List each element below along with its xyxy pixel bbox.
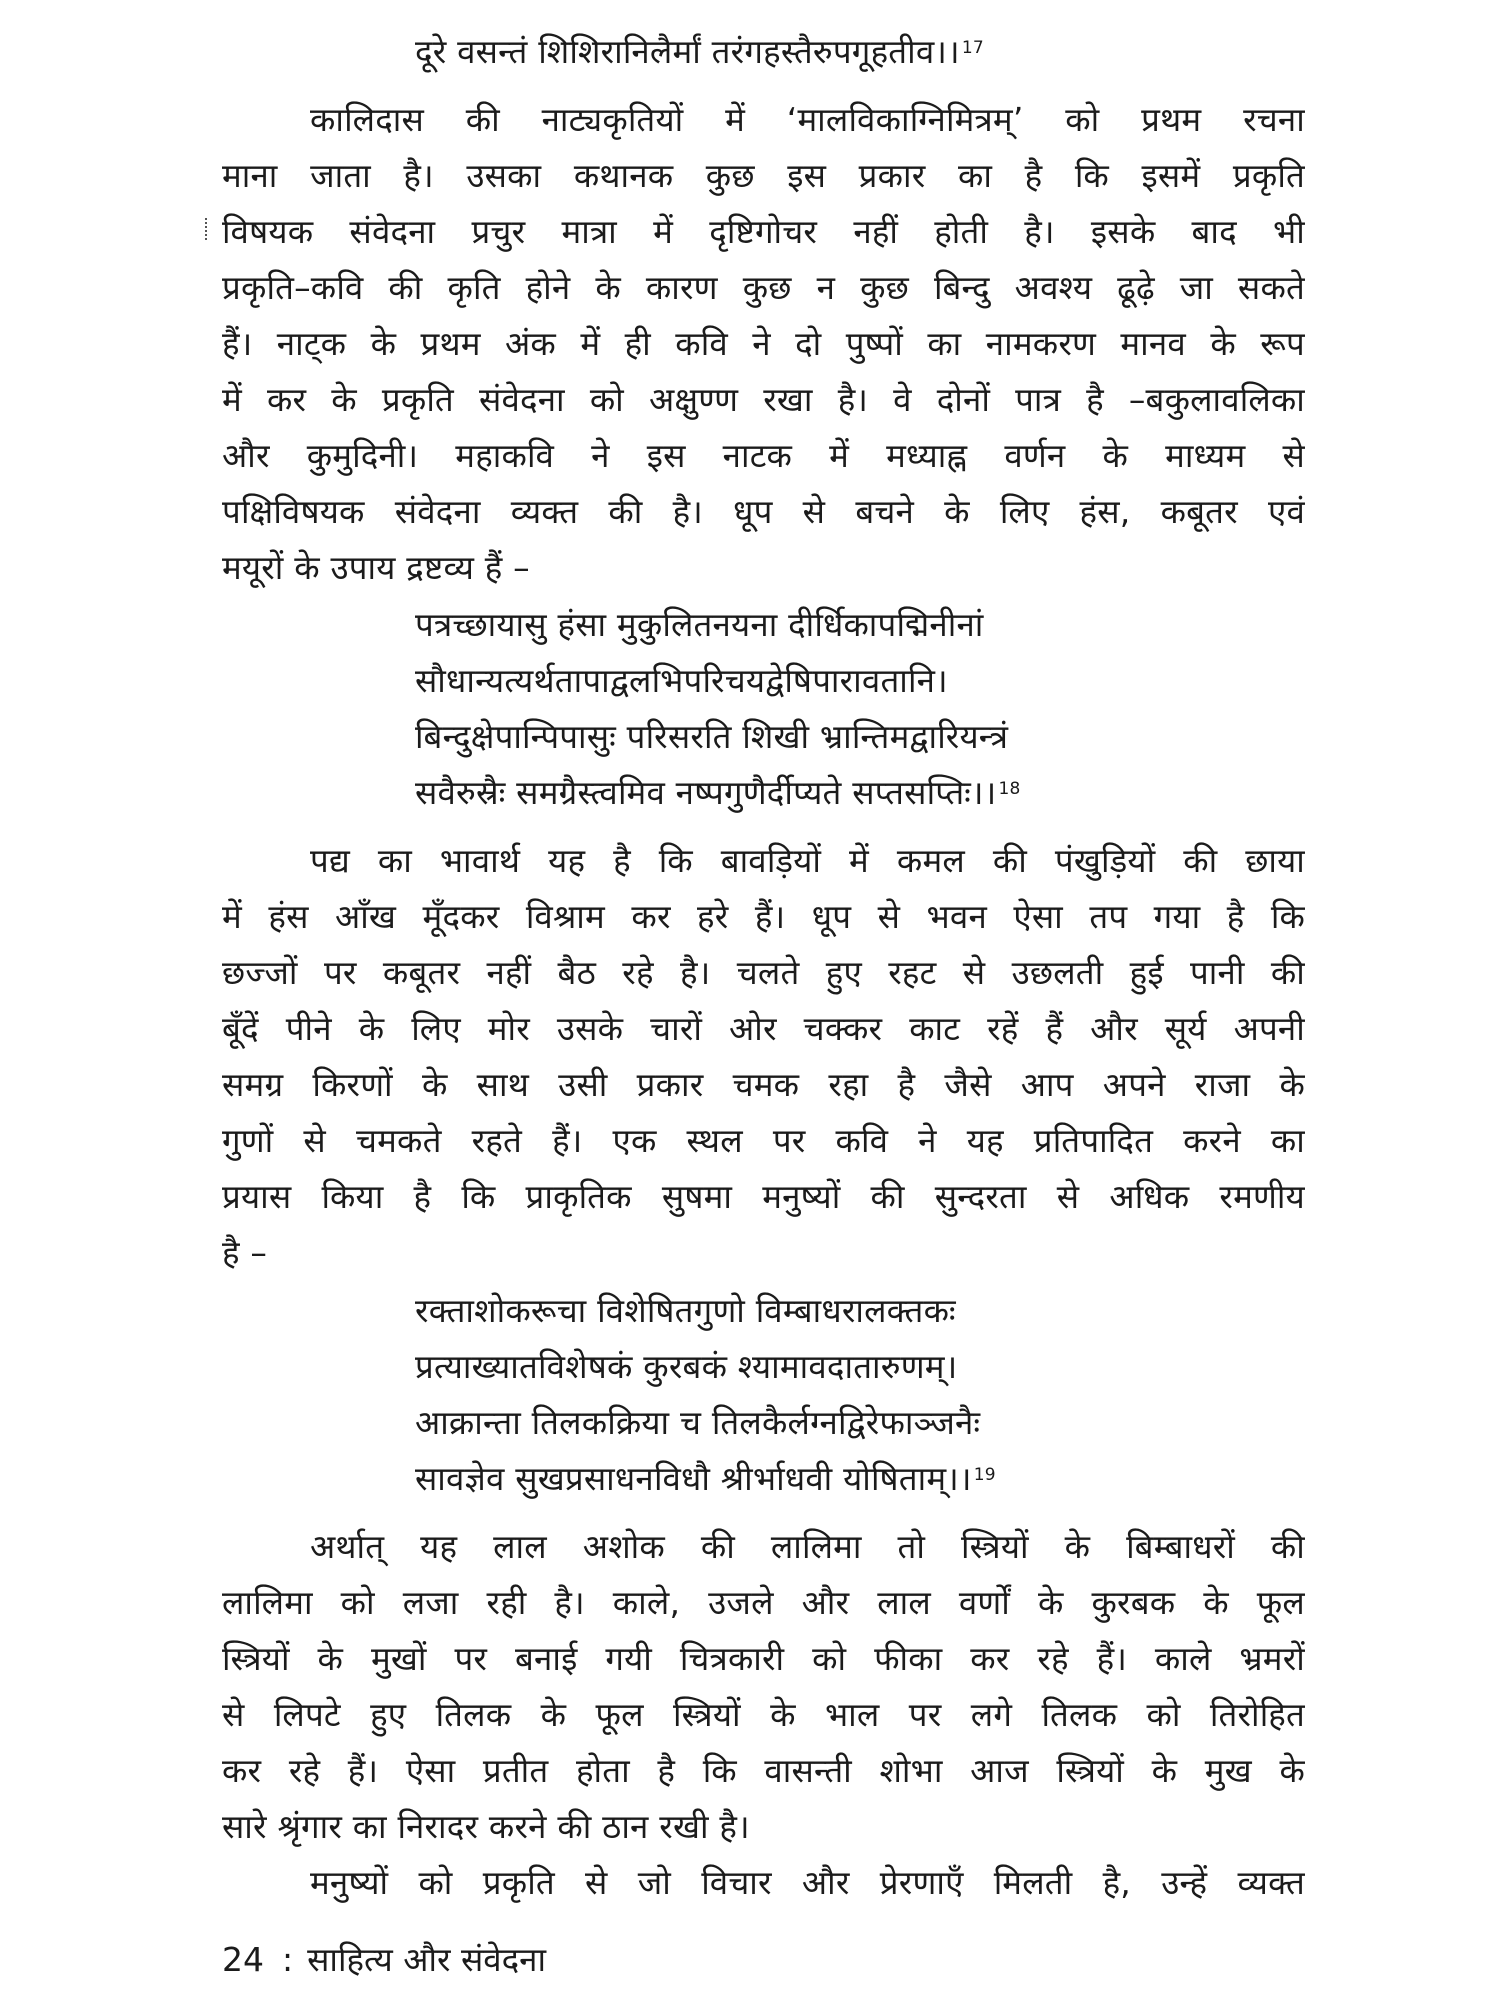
verse-line: पत्रच्छायासु हंसा मुकुलितनयना दीर्धिकापद्मिनीनां [415, 605, 984, 644]
paragraph-line: सारे श्रृंगार का निरादर करने की ठान रखी है। [222, 1807, 750, 1846]
footnote-marker: 17 [961, 38, 984, 58]
verse-line: रक्ताशोकरूचा विशेषितगुणो विम्बाधरालक्तकः [415, 1291, 956, 1330]
paragraph-line: माना जाता है। उसका कथानक कुछ इस प्रकार का है कि इसमें प्रकृति [222, 156, 1305, 195]
verse-top [415, 30, 984, 74]
verse-line-last [415, 1457, 996, 1501]
verse-line: सावज्ञेव सुखप्रसाधनविधौ श्रीर्भाधवी योषिताम्।। [415, 1459, 972, 1498]
paragraph-line: बूँदें पीने के लिए मोर उसके चारों ओर चक्कर काट रहें हैं और सूर्य अपनी [222, 1009, 1305, 1048]
footnote-marker: 19 [973, 1465, 996, 1485]
footnote-marker: 18 [998, 779, 1021, 799]
paragraph-line: पक्षिविषयक संवेदना व्यक्त की है। धूप से बचने के लिए हंस, कबूतर एवं [222, 492, 1305, 531]
verse-top-text: दूरे वसन्तं शिशिरानिलैर्मां तरंगहस्तैरुपगूहतीव।। [415, 32, 960, 71]
paragraph-line: प्रयास किया है कि प्राकृतिक सुषमा मनुष्यों की सुन्दरता से अधिक रमणीय [222, 1177, 1305, 1216]
paragraph-line: पद्य का भावार्थ यह है कि बावड़ियों में कमल की पंखुड़ियों की छाया [310, 841, 1305, 880]
paragraph-line: है – [222, 1233, 268, 1272]
page-footer [222, 1938, 546, 1982]
paragraph-line: विषयक संवेदना प्रचुर मात्रा में दृष्टिगोचर नहीं होती है। इसके बाद भी [222, 212, 1305, 251]
paragraph-line: और कुमुदिनी। महाकवि ने इस नाटक में मध्याह्न वर्णन के माध्यम से [222, 436, 1305, 475]
paragraph-line: समग्र किरणों के साथ उसी प्रकार चमक रहा है जैसे आप अपने राजा के [222, 1065, 1305, 1104]
paragraph-line: कालिदास की नाट्यकृतियों में ‘मालविकाग्निमित्रम्’ को प्रथम रचना [310, 100, 1305, 139]
paragraph-line: मयूरों के उपाय द्रष्टव्य हैं – [222, 548, 530, 587]
verse-line: सवैरुस्रैः समग्रैस्त्वमिव नष्पगुणैर्दीप्यते सप्तसप्तिः।। [415, 773, 997, 812]
paragraph-line: से लिपटे हुए तिलक के फूल स्त्रियों के भाल पर लगे तिलक को तिरोहित [222, 1695, 1305, 1734]
verse-line: बिन्दुक्षेपान्पिपासुः परिसरति शिखी भ्रान्तिमद्वारियन्त्रं [415, 717, 1009, 756]
verse-line-last [415, 771, 1021, 815]
paragraph-line: में हंस आँख मूँदकर विश्राम कर हरे हैं। धूप से भवन ऐसा तप गया है कि [222, 897, 1305, 936]
paragraph-line: हैं। नाट्क के प्रथम अंक में ही कवि ने दो पुष्पों का नामकरण मानव के रूप [222, 324, 1305, 363]
paragraph-line: मनुष्यों को प्रकृति से जो विचार और प्रेरणाएँ मिलती है, उन्हें व्यक्त [310, 1863, 1305, 1902]
verse-line: सौधान्यत्यर्थतापाद्वलभिपरिचयद्वेषिपारावतानि। [415, 661, 948, 700]
paragraph-line: लालिमा को लजा रही है। काले, उजले और लाल वर्णों के कुरबक के फूल [222, 1583, 1305, 1622]
paragraph-line: अर्थात् यह लाल अशोक की लालिमा तो स्त्रियों के बिम्बाधरों की [310, 1527, 1305, 1566]
page-number: 24 [222, 1940, 264, 1979]
paragraph-line: स्त्रियों के मुखों पर बनाई गयी चित्रकारी को फीका कर रहे हैं। काले भ्रमरों [222, 1639, 1305, 1678]
scan-mark [205, 218, 210, 240]
verse-line: आक्रान्ता तिलकक्रिया च तिलकैर्लग्नद्विरेफाञ्जनैः [415, 1403, 981, 1442]
paragraph-line: में कर के प्रकृति संवेदना को अक्षुण्ण रखा है। वे दोनों पात्र है –बकुलावलिका [222, 380, 1305, 419]
paragraph-line: छज्जों पर कबूतर नहीं बैठ रहे है। चलते हुए रहट से उछलती हुई पानी की [222, 953, 1305, 992]
verse-line: प्रत्याख्यातविशेषकं कुरबकं श्यामावदातारुणम्। [415, 1347, 958, 1386]
book-title: साहित्य और संवेदना [307, 1940, 547, 1979]
paragraph-line: गुणों से चमकते रहते हैं। एक स्थल पर कवि ने यह प्रतिपादित करने का [222, 1121, 1305, 1160]
paragraph-line: कर रहे हैं। ऐसा प्रतीत होता है कि वासन्ती शोभा आज स्त्रियों के मुख के [222, 1751, 1305, 1790]
footer-separator: : [282, 1940, 294, 1979]
paragraph-line: प्रकृति–कवि की कृति होने के कारण कुछ न कुछ बिन्दु अवश्य ढूढ़े जा सकते [222, 268, 1305, 307]
